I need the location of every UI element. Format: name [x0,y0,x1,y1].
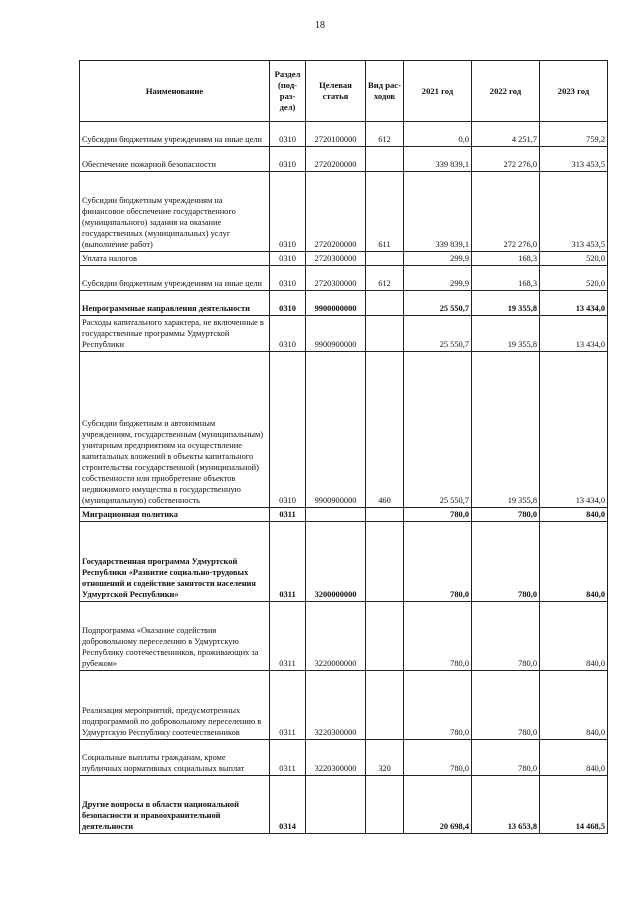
row-name: Непрограммные направления деятельности [80,291,270,316]
table-row [80,602,608,671]
row-2021: 25 550,7 [404,291,472,316]
row-2022: 780,0 [472,522,540,602]
table-row [80,352,608,508]
table-row [80,522,608,602]
row-target: 3220000000 [306,602,366,671]
header-section: Раздел (под- раз- дел) [270,61,306,122]
row-name: Уплата налогов [80,252,270,266]
row-2021: 780,0 [404,522,472,602]
row-section: 0310 [270,291,306,316]
row-name: Государственная программа Удмуртской Республики «Развитие социально-трудовых отношений и содействие занятости населения Удмуртской Республики» [80,522,270,602]
row-2023: 840,0 [540,671,608,740]
row-target: 2720200000 [306,147,366,172]
row-expense-type [366,508,404,522]
row-2022: 272 276,0 [472,147,540,172]
row-2022: 168,3 [472,266,540,291]
row-target: 2720300000 [306,252,366,266]
row-section: 0311 [270,671,306,740]
row-2022: 780,0 [472,671,540,740]
table-row [80,147,608,172]
row-section: 0310 [270,122,306,147]
row-2021: 780,0 [404,602,472,671]
row-section: 0310 [270,266,306,291]
row-target: 9900900000 [306,316,366,352]
budget-table [79,60,608,834]
row-expense-type: 612 [366,122,404,147]
row-expense-type: 612 [366,266,404,291]
row-expense-type [366,147,404,172]
row-2022: 780,0 [472,740,540,776]
row-section: 0311 [270,602,306,671]
row-2023: 13 434,0 [540,291,608,316]
row-2023: 840,0 [540,602,608,671]
row-2021: 20 698,4 [404,776,472,834]
row-2023: 13 434,0 [540,352,608,508]
row-target: 9900000000 [306,291,366,316]
table-row [80,252,608,266]
row-target: 3200000000 [306,522,366,602]
row-2021: 339 839,1 [404,147,472,172]
row-2023: 520,0 [540,266,608,291]
row-section: 0311 [270,740,306,776]
table-row [80,776,608,834]
table-row [80,671,608,740]
row-section: 0311 [270,508,306,522]
row-2021: 25 550,7 [404,316,472,352]
row-expense-type [366,776,404,834]
header-name: Наименование [80,61,270,122]
header-2023: 2023 год [540,61,608,122]
row-section: 0310 [270,316,306,352]
row-name: Субсидии бюджетным и автономным учреждениям, государственным (муниципальным) унитарным предприятиям на осуществление капитальных вложений в объекты капитального строительства государственной (муниципальной) собственности или приобретение объектов недвижимого имущества в государственную (муниципальную) собственность [80,352,270,508]
row-name: Расходы капитального характера, не включенные в государственные программы Удмуртской Республики [80,316,270,352]
row-expense-type [366,602,404,671]
row-2022: 19 355,8 [472,291,540,316]
header-2021: 2021 год [404,61,472,122]
row-name: Реализация мероприятий, предусмотренных подпрограммой по добровольному переселению в Удмуртскую Республику соотечественников [80,671,270,740]
row-name: Подпрограмма «Оказание содействия добровольному переселению в Удмуртскую Республику соотечественников, проживающих за рубежом» [80,602,270,671]
row-target [306,776,366,834]
row-2023: 313 453,5 [540,147,608,172]
table-row [80,740,608,776]
row-2023: 840,0 [540,740,608,776]
table-row [80,266,608,291]
row-2023: 14 468,5 [540,776,608,834]
row-section: 0310 [270,352,306,508]
row-name: Субсидии бюджетным учреждениям на иные цели [80,122,270,147]
row-2021: 339 839,1 [404,172,472,252]
row-target: 3220300000 [306,740,366,776]
row-2023: 13 434,0 [540,316,608,352]
row-2021: 299,9 [404,266,472,291]
row-2021: 0,0 [404,122,472,147]
table-row [80,122,608,147]
row-2022: 168,3 [472,252,540,266]
row-2023: 520,0 [540,252,608,266]
row-section: 0310 [270,252,306,266]
row-expense-type: 611 [366,172,404,252]
header-2022: 2022 год [472,61,540,122]
row-name: Обеспечение пожарной безопасности [80,147,270,172]
row-expense-type [366,252,404,266]
row-expense-type [366,316,404,352]
row-expense-type [366,671,404,740]
row-2021: 780,0 [404,740,472,776]
row-expense-type [366,291,404,316]
row-name: Другие вопросы в области национальной безопасности и правоохранительной деятельности [80,776,270,834]
row-name: Субсидии бюджетным учреждениям на иные цели [80,266,270,291]
row-2022: 272 276,0 [472,172,540,252]
row-target: 2720200000 [306,172,366,252]
row-target: 2720300000 [306,266,366,291]
table-row [80,508,608,522]
row-2023: 840,0 [540,508,608,522]
row-2021: 25 550,7 [404,352,472,508]
row-2021: 780,0 [404,508,472,522]
row-2022: 780,0 [472,602,540,671]
row-name: Социальные выплаты гражданам, кроме публичных нормативных социальных выплат [80,740,270,776]
row-name: Миграционная политика [80,508,270,522]
row-2021: 780,0 [404,671,472,740]
row-section: 0314 [270,776,306,834]
row-2022: 4 251,7 [472,122,540,147]
table-row [80,172,608,252]
row-name: Субсидии бюджетным учреждениям на финансовое обеспечение государственного (муниципального) задания на оказание государственных (муниципальных) услуг (выполнение работ) [80,172,270,252]
row-2023: 313 453,5 [540,172,608,252]
row-expense-type: 460 [366,352,404,508]
table-header-row [80,61,608,122]
row-2023: 840,0 [540,522,608,602]
row-section: 0310 [270,147,306,172]
row-2022: 19 355,8 [472,352,540,508]
row-section: 0310 [270,172,306,252]
row-2021: 299,9 [404,252,472,266]
row-2022: 13 653,8 [472,776,540,834]
row-target: 2720100000 [306,122,366,147]
row-target [306,508,366,522]
row-2022: 19 355,8 [472,316,540,352]
table-row [80,291,608,316]
header-expense-type: Вид рас- ходов [366,61,404,122]
row-2023: 759,2 [540,122,608,147]
table-row [80,316,608,352]
row-target: 3220300000 [306,671,366,740]
row-2022: 780,0 [472,508,540,522]
row-section: 0311 [270,522,306,602]
page-number: 18 [315,20,325,31]
row-expense-type: 320 [366,740,404,776]
row-target: 9900900000 [306,352,366,508]
row-expense-type [366,522,404,602]
header-target: Целевая статья [306,61,366,122]
